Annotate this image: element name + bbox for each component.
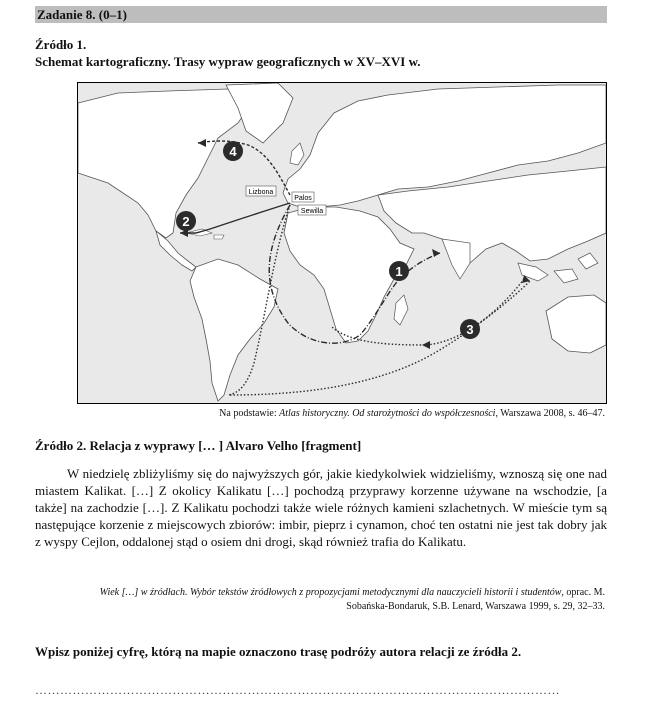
source1-caption <box>118 408 605 419</box>
question-text: Wpisz poniżej cyfrę, którą na mapie oznaczono trasę podróży autora relacji ze źródła 2. <box>35 644 522 659</box>
source2-caption-title: Wiek […] w źródłach. Wybór tekstów źródłowych z propozycjami metodycznymi dla nauczycieli historii i studentów <box>99 587 562 598</box>
marker-route-2-label: 2 <box>182 214 190 229</box>
label-seville: Sewilla <box>300 208 324 215</box>
map-svg <box>78 83 606 403</box>
answer-line[interactable]: ……………………………………………………………………………………………………………… <box>35 683 560 697</box>
marker-route-1-label: 1 <box>395 264 403 279</box>
task-header-text: Zadanie 8. (0–1) <box>37 7 127 22</box>
source2-caption-suffix: , oprac. M. Sobańska-Bondaruk, S.B. Lenard, Warszawa 1999, s. 29, 32–33. <box>346 587 605 612</box>
source2-paragraph: W niedzielę zbliżyliśmy się do najwyższych gór, jakie kiedykolwiek widzieliśmy, wznoszą się one nad miastem Kalikat. […] Z okolicy Kalikatu […] pochodzą przyprawy korzenne używane na wschodzie, [a także] na zachodzie […]. Z Kalikatu pochodzi także wiele różnych kamieni szlachetnych. W mieście tym są następujące korzenie z miejscowych zbiorów: imbir, pieprz i cynamon, choć ten ostatni nie jest tak dobry jak z wyspy Cejlon, oddalonej stąd o osiem dni drogi, skąd również trafia do Kalikatu. <box>35 466 607 549</box>
source1-caption-suffix: , Warszawa 2008, s. 46–47. <box>495 408 605 419</box>
source1-caption-title: Atlas historyczny. Od starożytności do współczesności <box>279 408 496 419</box>
route-map <box>77 82 607 404</box>
source2-caption <box>60 586 605 614</box>
label-lisbon: Lizbona <box>248 189 274 196</box>
source1-label: Źródło 1. <box>35 37 87 52</box>
label-palos: Palos <box>294 195 312 202</box>
source1-caption-prefix: Na podstawie: <box>219 408 280 419</box>
marker-route-4-label: 4 <box>229 144 237 159</box>
marker-route-3-label: 3 <box>466 322 474 337</box>
source2-title: Źródło 2. Relacja z wyprawy [… ] Alvaro Velho [fragment] <box>35 438 362 453</box>
source1-title: Schemat kartograficzny. Trasy wypraw geograficznych w XV–XVI w. <box>35 54 421 69</box>
source2-text <box>35 465 607 550</box>
task-header <box>35 6 607 23</box>
